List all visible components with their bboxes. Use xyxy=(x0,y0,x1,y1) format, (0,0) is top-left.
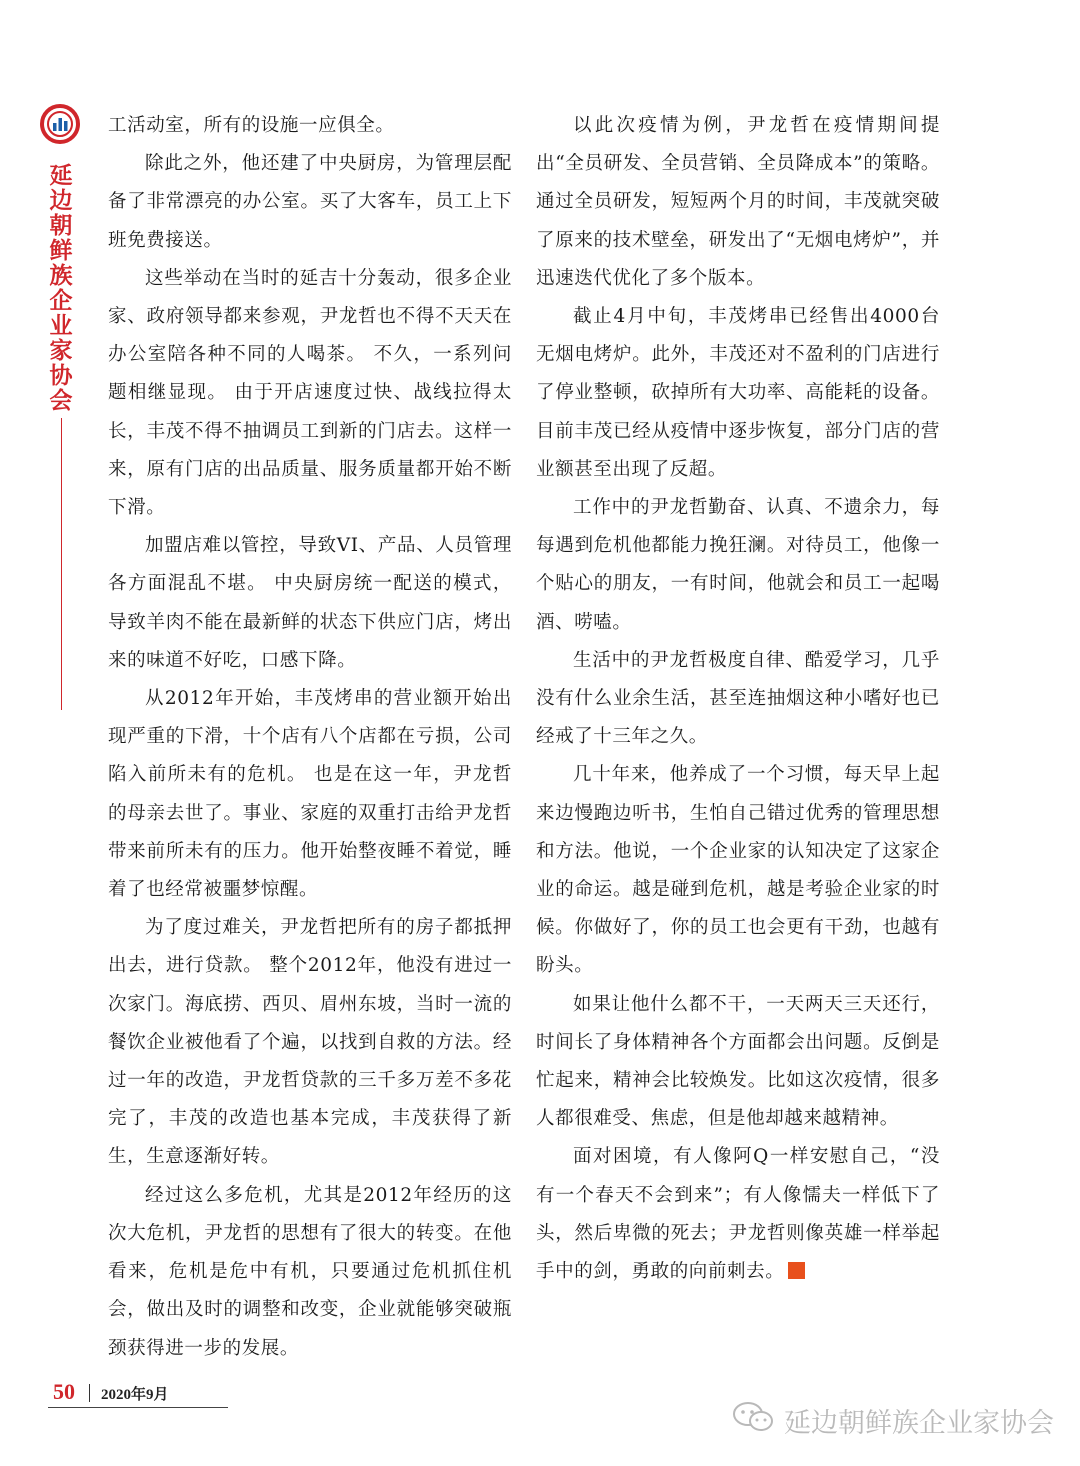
sidebar-association-title: 延边朝鲜族企业家协会 xyxy=(49,163,73,414)
paragraph: 几十年来，他养成了一个习惯，每天早上起来边慢跑边听书，生怕自己错过优秀的管理思想和方法。他说，一个企业家的认知决定了这家企业的命运。越是碰到危机，越是考验企业家的时候。你做好了，你的员工也会更有干劲，也越有盼头。 xyxy=(536,764,940,977)
paragraph: 经过这么多危机，尤其是2012年经历的这次大危机，尹龙哲的思想有了很大的转变。在他看来，危机是危中有机，只要通过危机抓住机会，做出及时的调整和改变，企业就能够突破瓶颈获得进一步的发展。 xyxy=(108,1184,512,1359)
wechat-watermark xyxy=(732,1400,1054,1440)
page-number: 50 xyxy=(53,1379,75,1404)
article-column-left xyxy=(108,107,512,1368)
association-logo-icon xyxy=(39,103,81,145)
paragraph: 如果让他什么都不干，一天两天三天还行，时间长了身体精神各个方面都会出问题。反倒是忙起来，精神会比较焕发。比如这次疫情，很多人都很难受、焦虑，但是他却越来越精神。 xyxy=(536,993,940,1130)
footer-separator xyxy=(89,1384,90,1402)
issue-date: 2020年9月 xyxy=(101,1387,169,1403)
article-end-mark-icon xyxy=(788,1262,805,1279)
paragraph: 截止4月中旬，丰茂烤串已经售出4000台无烟电烤炉。此外，丰茂还对不盈利的门店进行了停业整顿，砍掉所有大功率、高能耗的设备。目前丰茂已经从疫情中逐步恢复，部分门店的营业额甚至出现了反超。 xyxy=(536,306,940,480)
paragraph: 加盟店难以管控，导致VI、产品、人员管理各方面混乱不堪。 中央厨房统一配送的模式，导致羊肉不能在最新鲜的状态下供应门店，烤出来的味道不好吃，口感下降。 xyxy=(108,535,512,671)
paragraph: 从2012年开始，丰茂烤串的营业额开始出现严重的下滑，十个店有八个店都在亏损，公司陷入前所未有的危机。 也是在这一年，尹龙哲的母亲去世了。事业、家庭的双重打击给尹龙哲带来前所未有的压力。他开始整夜睡不着觉，睡着了也经常被噩梦惊醒。 xyxy=(108,688,512,901)
paragraph: 工活动室，所有的设施一应俱全。 xyxy=(108,115,395,136)
paragraph-final-text: 面对困境，有人像阿Q一样安慰自己，“没有一个春天不会到来”；有人像懦夫一样低下了头，然后卑微的死去；尹龙哲则像英雄一样举起手中的剑，勇敢的向前刺去。 xyxy=(536,1146,940,1283)
paragraph: 生活中的尹龙哲极度自律、酷爱学习，几乎没有什么业余生活，甚至连抽烟这种小嗜好也已经戒了十三年之久。 xyxy=(536,649,940,748)
paragraph: 这些举动在当时的延吉十分轰动，很多企业家、政府领导都来参观，尹龙哲也不得不天天在办公室陪各种不同的人喝茶。 不久，一系列问题相继显现。 由于开店速度过快、战线拉得太长，丰茂不得不抽调员工到新的门店去。这样一来，原有门店的出品质量、服务质量都开始不断下滑。 xyxy=(108,267,512,519)
watermark-text: 延边朝鲜族企业家协会 xyxy=(784,1407,1054,1439)
paragraph: 为了度过难关，尹龙哲把所有的房子都抵押出去，进行贷款。 整个2012年，他没有进过一次家门。海底捞、西贝、眉州东坡，当时一流的餐饮企业被他看了个遍，以找到自救的方法。经过一年的改造，尹龙哲贷款的三千多万差不多花完了，丰茂的改造也基本完成，丰茂获得了新生，生意逐渐好转。 xyxy=(108,917,512,1168)
sidebar-divider xyxy=(61,418,62,710)
wechat-icon xyxy=(732,1400,774,1441)
paragraph: 以此次疫情为例，尹龙哲在疫情期间提出“全员研发、全员营销、全员降成本”的策略。通过全员研发，短短两个月的时间，丰茂就突破了原来的技术壁垒，研发出了“无烟电烤炉”，并迅速迭代优化了多个版本。 xyxy=(536,115,940,289)
paragraph-final xyxy=(536,1138,940,1291)
article-column-right xyxy=(536,107,940,1291)
page-footer xyxy=(48,1379,228,1411)
footer-rule xyxy=(48,1407,228,1408)
paragraph: 除此之外，他还建了中央厨房，为管理层配备了非常漂亮的办公室。买了大客车，员工上下班免费接送。 xyxy=(108,153,512,251)
paragraph: 工作中的尹龙哲勤奋、认真、不遗余力，每每遇到危机他都能力挽狂澜。对待员工，他像一个贴心的朋友，一有时间，他就会和员工一起喝酒、唠嗑。 xyxy=(536,497,940,633)
